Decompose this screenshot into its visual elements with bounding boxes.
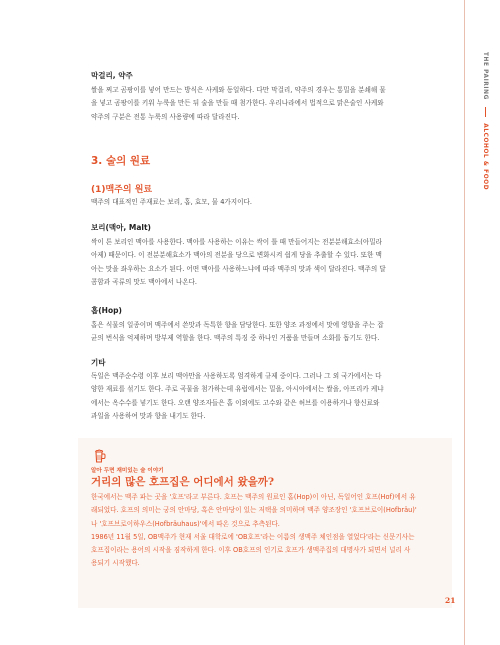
tip-line: 래되었다. 호프의 의미는 궁의 안마당, 혹은 안마당이 있는 저택을 의미하며 맥주 양조장인 '호프브로이(Hofbräu)' (91, 506, 417, 515)
tip-paragraph (91, 491, 441, 571)
tip-title: 거리의 많은 호프집은 어디에서 왔을까? (91, 476, 275, 488)
tip-line: 용되기 시작했다. (91, 559, 140, 568)
beer-glass-icon (92, 448, 108, 464)
tip-line: 한국에서는 맥주 파는 곳을 '호프'라고 부른다. 호프는 맥주의 원료인 홉(Hop)이 아닌, 독일어인 호프(Hof)에서 유 (91, 493, 416, 501)
subsection-title: (1)맥주의 원료 (91, 185, 153, 195)
paragraph-line: 쌀을 찌고 곰팡이를 넣어 만드는 방식은 사케와 동일하다. 다만 막걸리, 약주의 경우는 통밀을 분쇄해 물 (91, 86, 386, 94)
section-tab-label (474, 52, 488, 190)
other-paragraph (91, 370, 431, 423)
paragraph-line: 홉은 식물의 일종이며 맥주에서 쓴맛과 독특한 향을 담당한다. 또한 양조 과정에서 맛에 영향을 주는 잡 (91, 321, 384, 329)
makgeolli-paragraph (91, 84, 431, 124)
paragraph-line: 약주의 구분은 전통 누룩의 사용량에 따라 달라진다. (91, 112, 240, 121)
paragraph-line: 을 넣고 곰팡이를 키워 누룩을 만든 뒤 술을 만들 때 첨가한다. 우리나라에서 법적으로 맑은술인 사케와 (91, 99, 384, 108)
side-divider (464, 0, 465, 645)
tab-label-separator (485, 107, 486, 117)
paragraph-line: 균의 번식을 억제하며 방부제 역할을 한다. 맥주의 특징 중 하나인 거품을 만들며 소화를 돕기도 한다. (91, 334, 380, 343)
tip-label: 알아 두면 재미있는 술 이야기 (91, 468, 164, 474)
tip-line: 나 '호프브로이하우스(Hofbräuhaus)'에서 따온 것으로 추측된다. (91, 519, 280, 528)
side-tab (464, 0, 500, 645)
paragraph-line: 과일을 사용하여 맛과 향을 내기도 한다. (91, 411, 206, 420)
section-title: 3. 술의 원료 (91, 155, 151, 167)
paragraph-line: 에서는 옥수수를 넣기도 한다. 오랜 양조자들은 홉 이외에도 고수와 같은 허브를 이용하거나 향신료와 (91, 398, 380, 407)
tip-line: 호프집이라는 용어의 시작을 짐작하게 한다. 이후 OB호프의 인기로 호프가 생맥주집의 대명사가 되면서 널리 사 (91, 546, 411, 555)
other-heading: 기타 (91, 358, 106, 367)
tab-label-bold: ALCOHOL & FOOD (482, 123, 488, 191)
tip-line: 1986년 11월 5일, OB맥주가 현재 서울 대학로에 'OB호프'라는 이름의 생맥주 체인점을 열었다'라는 신문기사는 (91, 532, 415, 541)
paragraph-line: 아제) 때문이다. 이 전분분해효소가 맥아의 전분을 당으로 변화시켜 쉽게 당을 추출할 수 있다. 또한 맥 (91, 251, 382, 260)
paragraph-line: 콤함과 곡류의 맛도 맥아에서 나온다. (91, 277, 198, 286)
paragraph-line: 싹이 튼 보리인 맥아를 사용한다. 맥아를 사용하는 이유는 싹이 틀 때 만들어지는 전분분해효소(아밀라 (91, 238, 382, 246)
barley-heading: 보리(맥아, Malt) (91, 223, 151, 232)
page-number: 21 (445, 596, 456, 605)
paragraph-line: 양한 재료를 섞기도 한다. 주로 곡물을 첨가하는데 유럽에서는 밀을, 아시아에서는 쌀을, 아프리카 케냐 (91, 385, 384, 394)
hop-heading: 홉(Hop) (91, 306, 122, 315)
hop-paragraph (91, 319, 431, 346)
paragraph-line: 맥주의 대표적인 주재료는 보리, 홉, 효모, 물 4가지이다. (91, 198, 253, 206)
paragraph-line: 아는 맛을 좌우하는 요소가 된다. 어떤 맥아를 사용하느냐에 따라 맥주의 맛과 색이 달라진다. 맥주의 달 (91, 264, 386, 273)
intro-paragraph (91, 196, 431, 209)
tab-label-light: THE PAIRING (482, 52, 488, 100)
barley-paragraph (91, 236, 431, 289)
paragraph-line: 독일은 맥주순수령 이후 보리 맥아만을 사용하도록 엄격하게 규제 중이다. 그러나 그 외 국가에서는 다 (91, 372, 382, 380)
makgeolli-heading: 막걸리, 약주 (91, 71, 133, 80)
